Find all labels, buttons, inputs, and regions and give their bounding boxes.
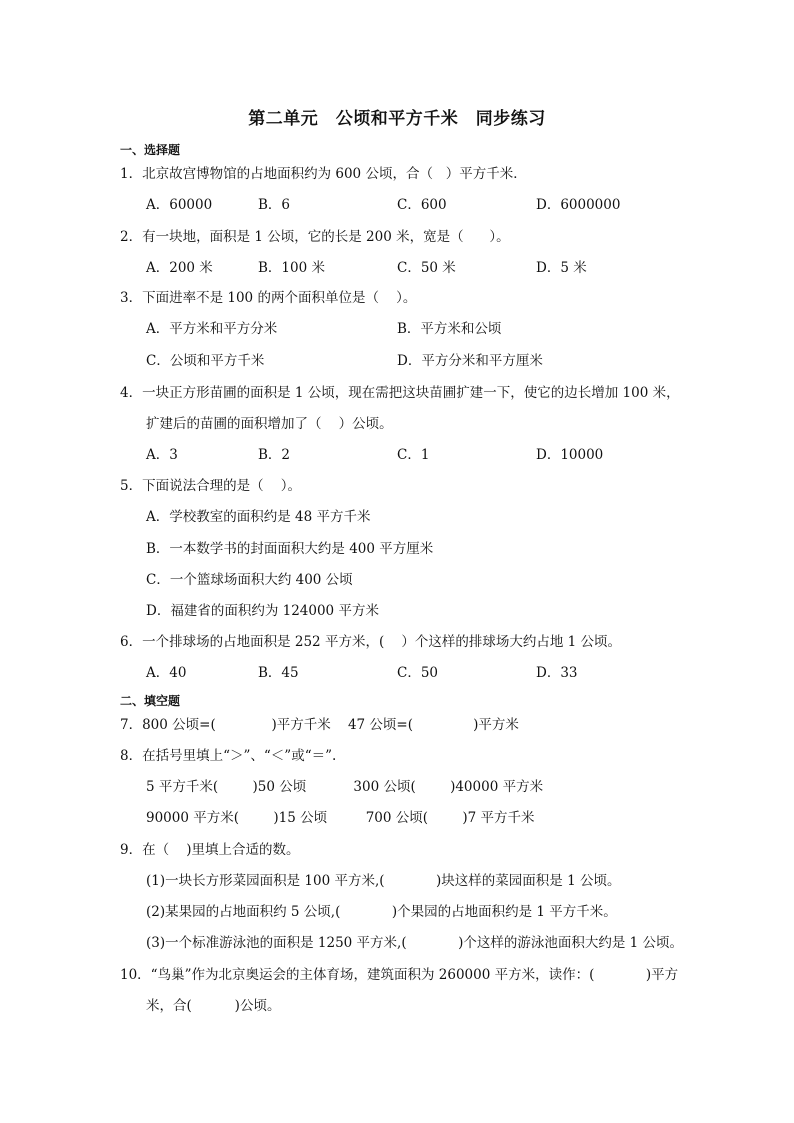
question-10-text-continued: 米，合( )公顷。 [146,998,281,1014]
question-6-option-d[interactable]: D．33 [536,665,578,681]
question-1-option-b[interactable]: B．6 [258,197,291,213]
question-9-text: 9．在（ )里填上合适的数。 [120,842,300,858]
question-3-option-c[interactable]: C．公顷和平方千米 [146,353,265,369]
section-heading-choice: 一、选择题 [120,143,181,157]
question-3-option-d[interactable]: D．平方分米和平方厘米 [397,353,543,369]
question-2-text: 2．有一块地，面积是 1 公顷，它的长是 200 米，宽是（ ）。 [120,229,510,245]
question-2-option-c[interactable]: C．50 米 [397,260,456,276]
question-4-text: 4．一块正方形苗圃的面积是 1 公顷，现在需把这块苗圃扩建一下，使它的边长增加 100 米， [120,385,680,401]
page-title: 第二单元 公顷和平方千米 同步练习 [248,109,546,129]
question-9-item-3: (3)一个标准游泳池的面积是 1250 平方米,( )个这样的游泳池面积大约是 1 公顷。 [146,935,684,951]
question-5-option-c[interactable]: C．一个篮球场面积大约 400 公顷 [146,572,353,588]
question-4-option-c[interactable]: C．1 [397,447,430,463]
question-1-option-d[interactable]: D．6000000 [536,197,621,213]
question-1-option-a[interactable]: A．60000 [146,197,213,213]
question-1-option-c[interactable]: C．600 [397,197,447,213]
question-2-option-d[interactable]: D．5 米 [536,260,587,276]
question-9-item-1: (1)一块长方形菜园面积是 100 平方米,( )块这样的菜园面积是 1 公顷。 [146,873,621,889]
question-4-option-b[interactable]: B．2 [258,447,291,463]
question-4-option-d[interactable]: D．10000 [536,447,604,463]
question-5-option-d[interactable]: D．福建省的面积约为 124000 平方米 [146,603,379,619]
question-6-text: 6．一个排球场的占地面积是 252 平方米，( ）个这样的排球场大约占地 1 公顷。 [120,634,622,650]
question-7-text: 7．800 公顷=( )平方千米 47 公顷=( )平方米 [120,717,519,733]
section-heading-fill: 二、填空题 [120,694,181,708]
question-6-option-a[interactable]: A．40 [146,665,187,681]
question-6-option-c[interactable]: C．50 [397,665,439,681]
question-8-row-2: 90000 平方米( )15 公顷 700 公顷( )7 平方千米 [146,810,535,826]
question-10-text: 10．“鸟巢”作为北京奥运会的主体育场，建筑面积为 260000 平方米，读作：( )平方 [120,967,679,983]
question-3-option-b[interactable]: B．平方米和公顷 [397,321,502,337]
question-1-text: 1．北京故宫博物馆的占地面积约为 600 公顷，合（ ）平方千米． [120,166,527,182]
question-2-option-b[interactable]: B．100 米 [258,260,325,276]
question-8-text: 8．在括号里填上“＞”、“＜”或“＝”. [120,748,337,764]
question-4-text-continued: 扩建后的苗圃的面积增加了（ ）公顷。 [146,416,393,432]
question-3-option-a[interactable]: A．平方米和平方分米 [146,321,278,337]
question-8-row-1: 5 平方千米( )50 公顷 300 公顷( )40000 平方米 [146,779,544,795]
question-5-option-a[interactable]: A．学校教室的面积约是 48 平方千米 [146,509,371,525]
question-9-item-2: (2)某果园的占地面积约 5 公顷,( )个果园的占地面积约是 1 平方千米。 [146,904,617,920]
question-3-text: 3．下面进率不是 100 的两个面积单位是（ ）。 [120,290,417,306]
question-4-option-a[interactable]: A．3 [146,447,178,463]
question-5-option-b[interactable]: B．一本数学书的封面面积大约是 400 平方厘米 [146,541,434,557]
question-2-option-a[interactable]: A．200 米 [146,260,213,276]
question-6-option-b[interactable]: B．45 [258,665,299,681]
question-5-text: 5．下面说法合理的是（ ）。 [120,478,302,494]
